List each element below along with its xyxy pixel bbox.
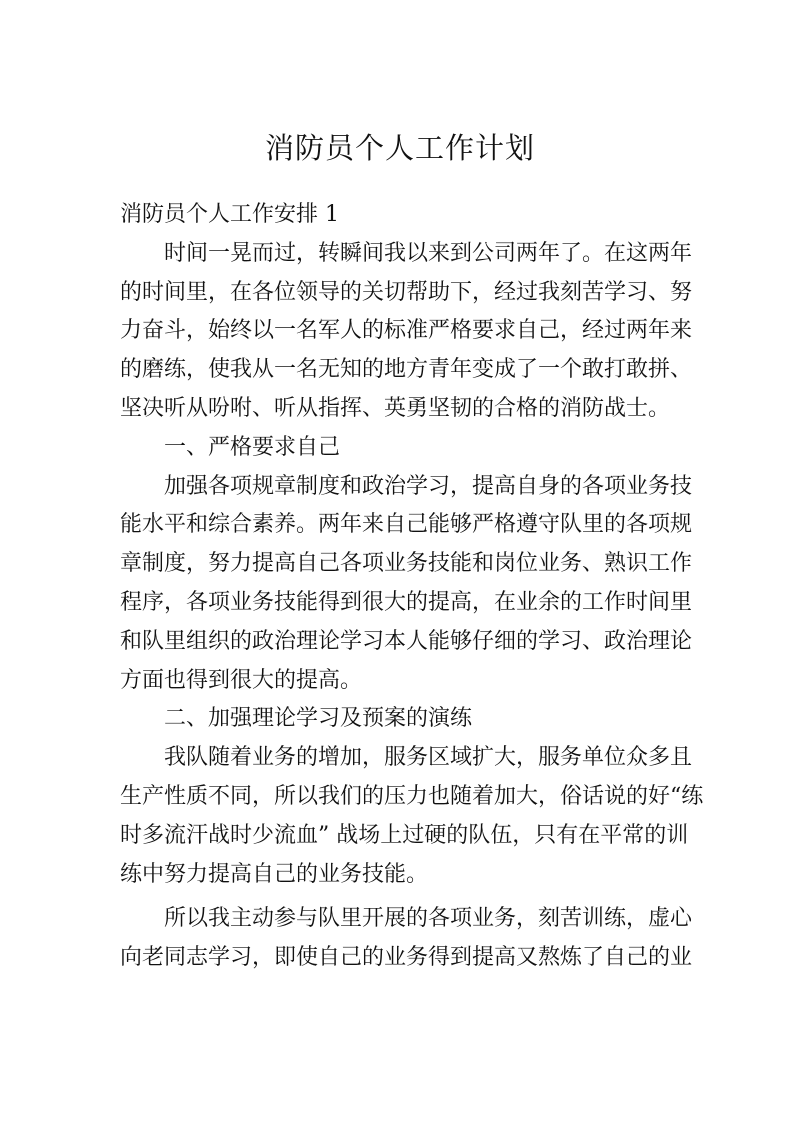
paragraph-1-line: 的磨练，使我从一名无知的地方青年变成了一个敢打敢拼、: [120, 357, 693, 383]
heading-1: 一、严格要求自己: [164, 434, 341, 460]
paragraph-2-line: 加强各项规章制度和政治学习，提高自身的各项业务技: [164, 473, 693, 499]
paragraph-3-line: 时多流汗战时少流血” 战场上过硬的队伍，只有在平常的训: [120, 822, 689, 848]
document-title: 消防员个人工作计划: [264, 131, 535, 165]
document-body: [120, 196, 704, 978]
paragraph-2-line: 和队里组织的政治理论学习本人能够仔细的学习、政治理论: [120, 628, 693, 654]
section-subtitle: 消防员个人工作安排 1: [120, 202, 339, 227]
paragraph-1-line: 力奋斗，始终以一名军人的标准严格要求自己，经过两年来: [120, 318, 693, 344]
paragraph-2-line: 方面也得到很大的提高。: [120, 667, 363, 693]
paragraph-4-line: 所以我主动参与队里开展的各项业务，刻苦训练，虚心: [164, 906, 693, 932]
paragraph-3-line: 我队随着业务的增加，服务区域扩大，服务单位众多且: [164, 745, 693, 771]
paragraph-2-line: 程序，各项业务技能得到很大的提高，在业余的工作时间里: [120, 589, 693, 615]
paragraph-1-line: 的时间里，在各位领导的关切帮助下，经过我刻苦学习、努: [120, 279, 693, 305]
paragraph-2-line: 章制度，努力提高自己各项业务技能和岗位业务、熟识工作: [120, 551, 693, 577]
paragraph-3-line: 生产性质不同，所以我们的压力也随着加大，俗话说的好“练: [120, 783, 704, 809]
heading-2: 二、加强理论学习及预案的演练: [164, 706, 473, 732]
paragraph-1-line: 坚决听从吩咐、听从指挥、英勇坚韧的合格的消防战士。: [120, 395, 671, 421]
paragraph-4-line: 向老同志学习，即使自己的业务得到提高又熬炼了自己的业: [120, 945, 693, 971]
paragraph-1-line: 时间一晃而过，转瞬间我以来到公司两年了。在这两年: [164, 240, 693, 266]
paragraph-2-line: 能水平和综合素养。两年来自己能够严格遵守队里的各项规: [120, 512, 693, 538]
paragraph-3-line: 练中努力提高自己的业务技能。: [120, 861, 429, 887]
